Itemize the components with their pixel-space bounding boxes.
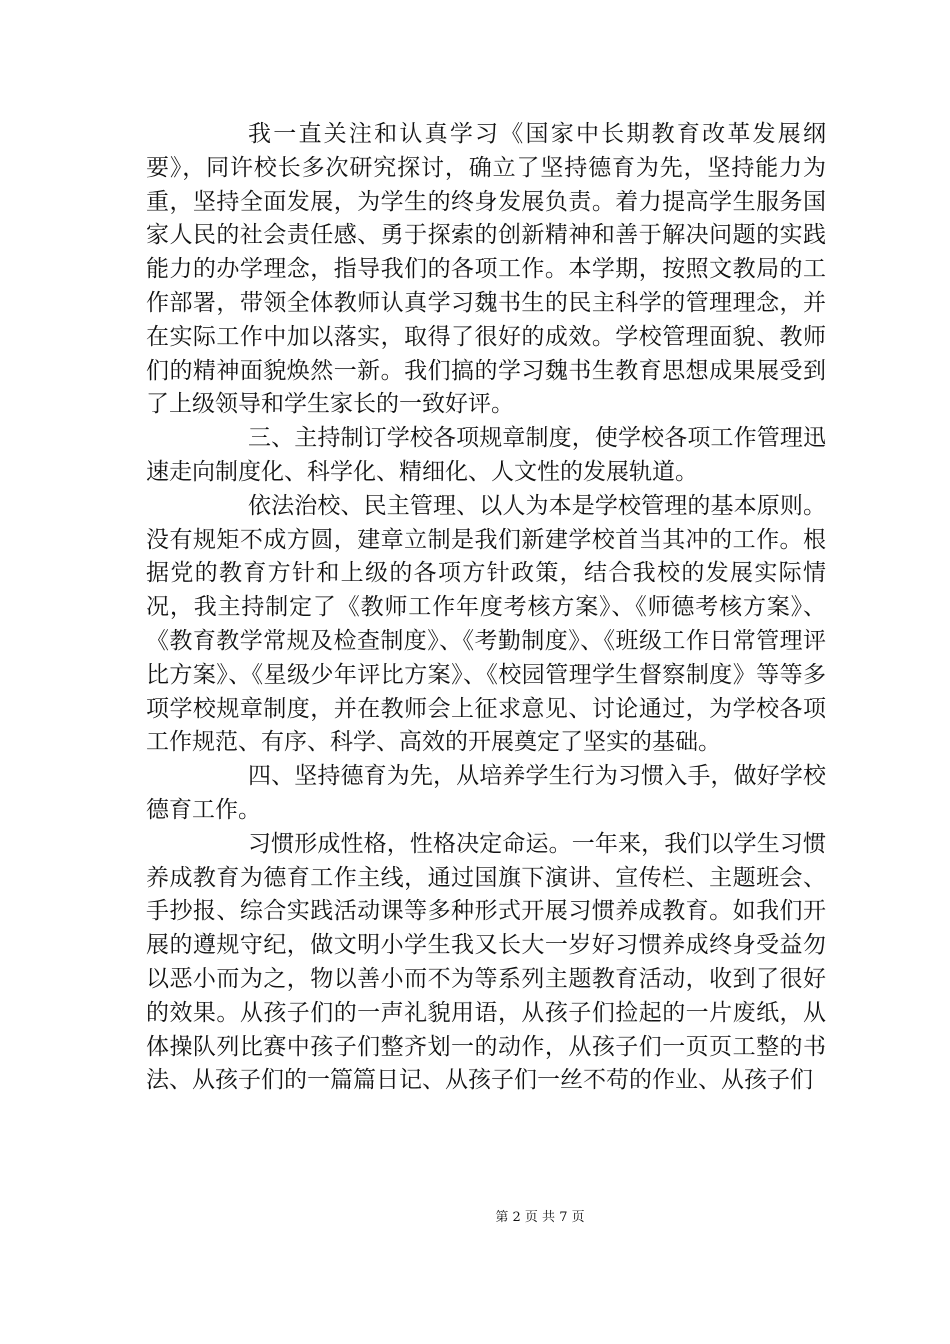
document-body — [146, 118, 826, 1098]
paragraph-habits: 习惯形成性格，性格决定命运。一年来，我们以学生习惯养成教育为德育工作主线，通过国旗下演讲、宣传栏、主题班会、手抄报、综合实践活动课等多种形式开展习惯养成教育。如我们开展的遵规守纪，做文明小学生我又长大一岁好习惯养成终身受益勿以恶小而为之，物以善小而不为等系列主题教育活动，收到了很好的效果。从孩子们的一声礼貌用语，从孩子们捡起的一片废纸，从体操队列比赛中孩子们整齐划一的动作，从孩子们一页页工整的书法、从孩子们的一篇篇日记、从孩子们一丝不苟的作业、从孩子们 — [146, 830, 826, 1094]
paragraph-study-outline: 我一直关注和认真学习《国家中长期教育改革发展纲要》，同许校长多次研究探讨，确立了坚持德育为先，坚持能力为重，坚持全面发展，为学生的终身发展负责。着力提高学生服务国家人民的社会责任感、勇于探索的创新精神和善于解决问题的实践能力的办学理念，指导我们的各项工作。本学期，按照文教局的工作部署，带领全体教师认真学习魏书生的民主科学的管理理念，并在实际工作中加以落实，取得了很好的成效。学校管理面貌、教师们的精神面貌焕然一新。我们搞的学习魏书生教育思想成果展受到了上级领导和学生家长的一致好评。 — [146, 121, 826, 418]
paragraph-heading-rules: 三、主持制订学校各项规章制度，使学校各项工作管理迅速走向制度化、科学化、精细化、人文性的发展轨道。 — [146, 425, 826, 485]
page-number-footer: 第 2 页 共 7 页 — [495, 1210, 585, 1225]
paragraph-heading-moral-education: 四、坚持德育为先，从培养学生行为习惯入手，做好学校德育工作。 — [146, 763, 826, 823]
paragraph-rule-of-law: 依法治校、民主管理、以人为本是学校管理的基本原则。没有规矩不成方圆，建章立制是我们新建学校首当其冲的工作。根据党的教育方针和上级的各项方针政策，结合我校的发展实际情况，我主持制定了《教师工作年度考核方案》、《师德考核方案》、《教育教学常规及检查制度》、《考勤制度》、《班级工作日常管理评比方案》、《星级少年评比方案》、《校园管理学生督察制度》等等多项学校规章制度，并在教师会上征求意见、讨论通过，为学校各项工作规范、有序、科学、高效的开展奠定了坚实的基础。 — [146, 492, 826, 756]
